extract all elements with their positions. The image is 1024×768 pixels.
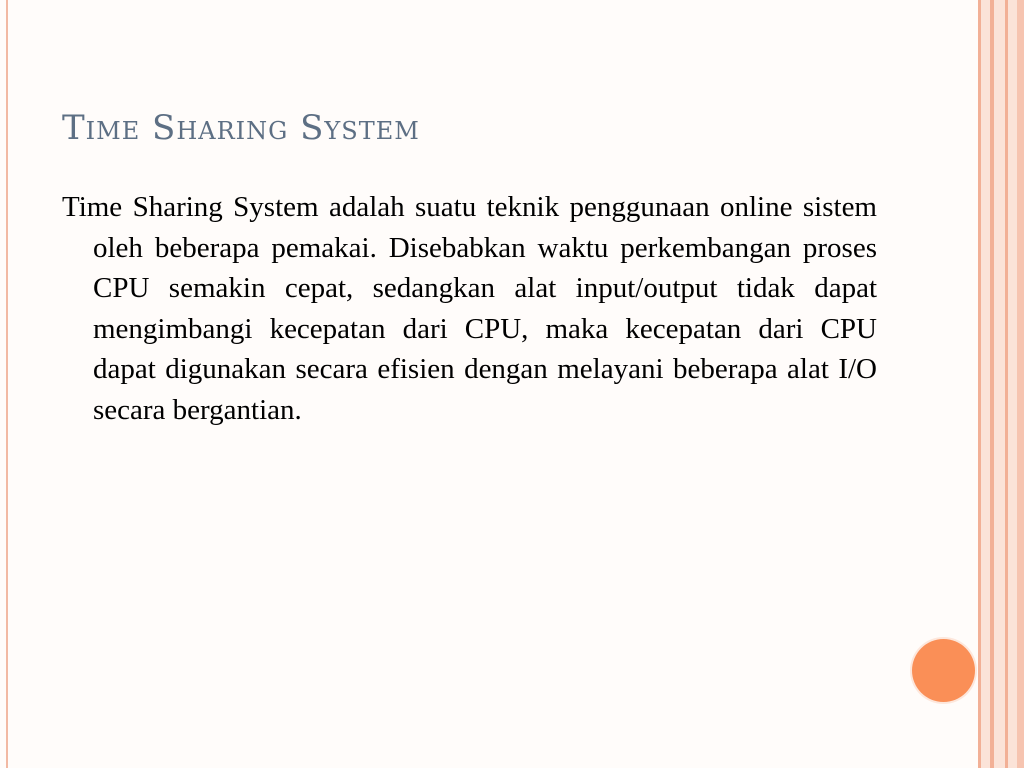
slide-body-text: Time Sharing System adalah suatu teknik penggunaan online sistem oleh beberapa pemakai. Disebabkan waktu perkembangan proses CPU semakin cepat, sedangkan alat input/output tidak dapat mengimbangi kecepatan dari CPU, maka kecepatan dari CPU dapat digunakan secara efisien dengan melayani beberapa alat I/O secara bergantian. (62, 191, 877, 426)
right-stripe (1017, 0, 1024, 768)
right-stripe (1005, 0, 1008, 768)
right-stripe (978, 0, 981, 768)
slide-title: Time Sharing System (62, 108, 420, 148)
decorative-circle (912, 639, 975, 702)
right-stripe (990, 0, 994, 768)
left-border-line (6, 0, 8, 768)
